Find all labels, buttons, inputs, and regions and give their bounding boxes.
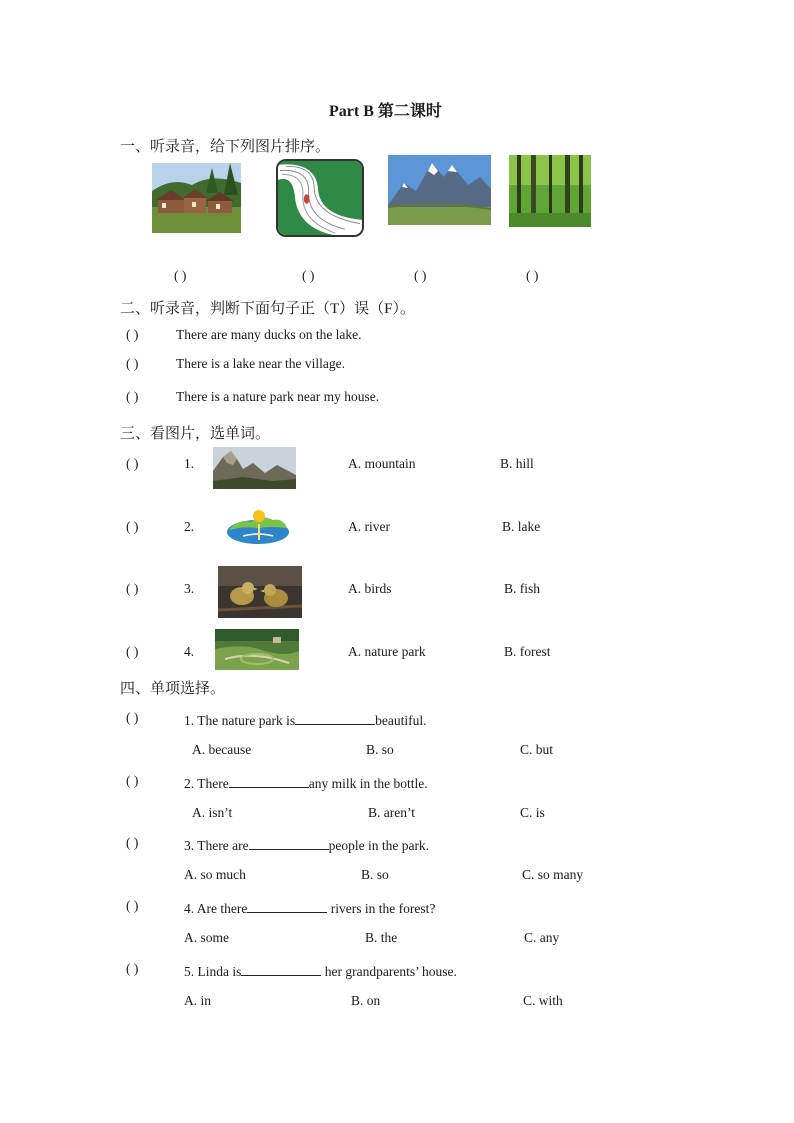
answer-paren[interactable]: ( ) — [126, 456, 139, 471]
mountain-photo-icon — [213, 447, 296, 489]
option-c[interactable]: C. is — [520, 805, 545, 820]
option-a[interactable]: A. so much — [184, 867, 246, 882]
option-b[interactable]: B. so — [366, 742, 394, 757]
option-c[interactable]: C. but — [520, 742, 554, 757]
stem-before: 5. Linda is — [184, 964, 242, 979]
answer-paren[interactable]: ( ) — [174, 268, 187, 283]
lake-clipart-icon — [225, 506, 291, 546]
answer-blank[interactable] — [229, 773, 309, 788]
statement-text: There is a lake near the village. — [176, 356, 346, 371]
answer-paren[interactable]: ( ) — [126, 961, 139, 976]
stem-before: 1. The nature park is — [184, 713, 296, 728]
forest-photo-icon — [509, 155, 591, 227]
answer-paren[interactable]: ( ) — [126, 356, 139, 371]
page-title: Part B 第二课时 — [329, 103, 442, 120]
stem-after: beautiful. — [375, 713, 427, 728]
question-number: 4. — [184, 644, 195, 659]
park-photo-icon — [215, 629, 299, 670]
road-drawing-icon — [276, 159, 364, 237]
answer-paren[interactable]: ( ) — [126, 327, 139, 342]
question-stem — [184, 835, 429, 854]
option-a[interactable]: A. some — [184, 930, 229, 945]
stem-after: rivers in the forest? — [327, 901, 436, 916]
answer-paren[interactable]: ( ) — [126, 898, 139, 913]
answer-paren[interactable]: ( ) — [126, 773, 139, 788]
stem-after: any milk in the bottle. — [308, 776, 428, 791]
option-a[interactable]: A. birds — [348, 581, 392, 596]
answer-blank[interactable] — [295, 710, 375, 725]
option-b[interactable]: B. the — [365, 930, 398, 945]
question-stem — [184, 961, 457, 980]
option-b[interactable]: B. forest — [504, 644, 551, 659]
option-a[interactable]: A. isn’t — [192, 805, 233, 820]
option-a[interactable]: A. mountain — [348, 456, 416, 471]
answer-paren[interactable]: ( ) — [126, 581, 139, 596]
statement-text: There are many ducks on the lake. — [176, 327, 362, 342]
mountains-photo-icon — [388, 155, 491, 225]
section2-heading: 二、听录音，判断下面句子正（T）误（F）。 — [120, 301, 416, 317]
answer-blank[interactable] — [249, 835, 329, 850]
option-a[interactable]: A. in — [184, 993, 211, 1008]
stem-before: 2. There — [184, 776, 229, 791]
answer-blank[interactable] — [247, 898, 327, 913]
stem-before: 4. Are there — [184, 901, 248, 916]
question-stem — [184, 898, 435, 917]
section3-heading: 三、看图片，选单词。 — [120, 426, 271, 442]
stem-after: people in the park. — [328, 838, 430, 853]
question-number: 1. — [184, 456, 195, 471]
option-c[interactable]: C. with — [523, 993, 563, 1008]
option-a[interactable]: A. river — [348, 519, 390, 534]
question-number: 3. — [184, 581, 195, 596]
statement-text: There is a nature park near my house. — [176, 389, 380, 404]
answer-paren[interactable]: ( ) — [126, 644, 139, 659]
question-number: 2. — [184, 519, 195, 534]
birds-photo-icon — [218, 566, 302, 618]
answer-paren[interactable]: ( ) — [126, 710, 139, 725]
question-stem — [184, 710, 426, 729]
answer-paren[interactable]: ( ) — [126, 835, 139, 850]
answer-paren[interactable]: ( ) — [126, 389, 139, 404]
answer-paren[interactable]: ( ) — [302, 268, 315, 283]
answer-paren[interactable]: ( ) — [526, 268, 539, 283]
option-b[interactable]: B. on — [351, 993, 381, 1008]
option-b[interactable]: B. hill — [500, 456, 534, 471]
answer-paren[interactable]: ( ) — [126, 519, 139, 534]
option-b[interactable]: B. aren’t — [368, 805, 415, 820]
section1-heading: 一、听录音，给下列图片排序。 — [120, 139, 331, 155]
question-stem — [184, 773, 428, 792]
section4-heading: 四、单项选择。 — [120, 681, 226, 697]
village-photo-icon — [152, 163, 241, 233]
answer-paren[interactable]: ( ) — [414, 268, 427, 283]
option-b[interactable]: B. fish — [504, 581, 541, 596]
answer-blank[interactable] — [241, 961, 321, 976]
option-c[interactable]: C. any — [524, 930, 560, 945]
option-a[interactable]: A. because — [192, 742, 252, 757]
option-b[interactable]: B. so — [361, 867, 389, 882]
option-a[interactable]: A. nature park — [348, 644, 426, 659]
stem-after: her grandparents’ house. — [321, 964, 457, 979]
option-c[interactable]: C. so many — [522, 867, 584, 882]
option-b[interactable]: B. lake — [502, 519, 541, 534]
stem-before: 3. There are — [184, 838, 249, 853]
